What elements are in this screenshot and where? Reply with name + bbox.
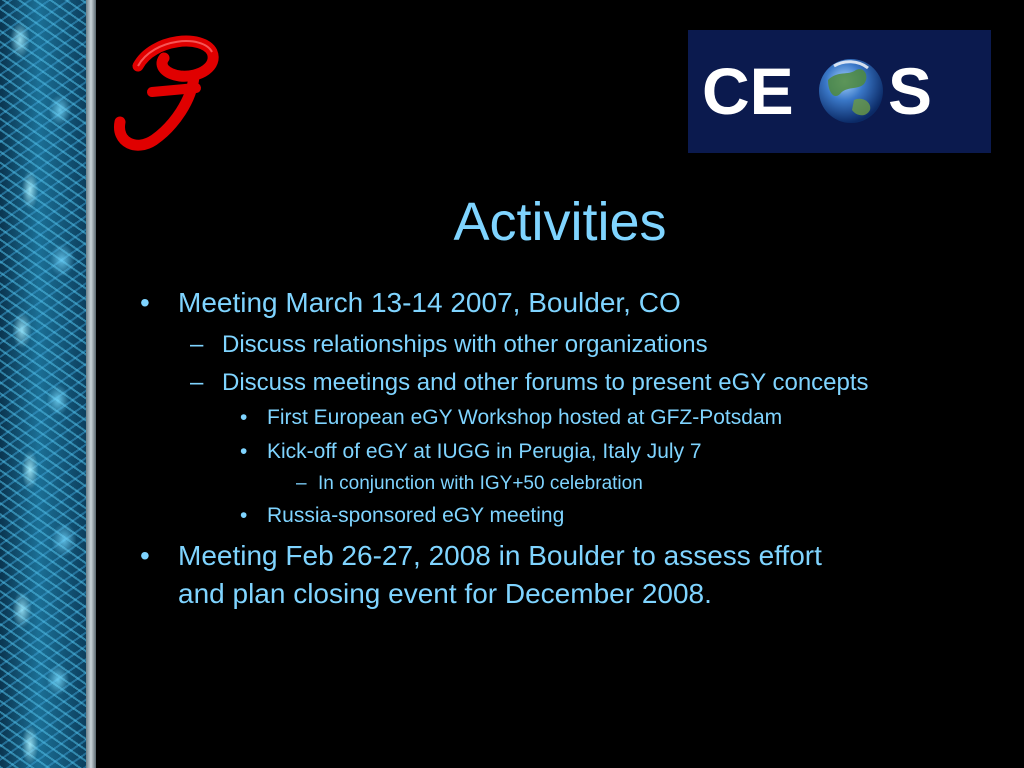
bullet-marker: • [140,287,150,318]
ceos-text-left: CE [702,54,794,128]
dash-marker: – [296,473,307,494]
bullet-marker: • [240,440,248,463]
bullet-marker: • [240,504,248,527]
list-item-text: Discuss relationships with other organizations [222,331,708,358]
bullet-marker: • [140,540,150,571]
dash-marker: – [190,369,204,396]
list-item-text: Meeting Feb 26-27, 2008 in Boulder to assess effort [178,540,822,571]
list-item-text: Meeting March 13-14 2007, Boulder, CO [178,287,681,318]
list-item-text: In conjunction with IGY+50 celebration [318,473,643,494]
list-item-text: and plan closing event for December 2008. [178,578,712,609]
list-item-text: Russia-sponsored eGY meeting [267,504,565,527]
ceos-text-right: S [888,54,933,128]
slide-title: Activities [453,192,667,252]
list-item-text: First European eGY Workshop hosted at GFZ-Potsdam [267,406,783,429]
bullet-marker: • [240,406,248,429]
dash-marker: – [190,331,204,358]
list-item-text: Kick-off of eGY at IUGG in Perugia, Italy July 7 [267,440,702,463]
list-item-text: Discuss meetings and other forums to present eGY concepts [222,369,869,396]
